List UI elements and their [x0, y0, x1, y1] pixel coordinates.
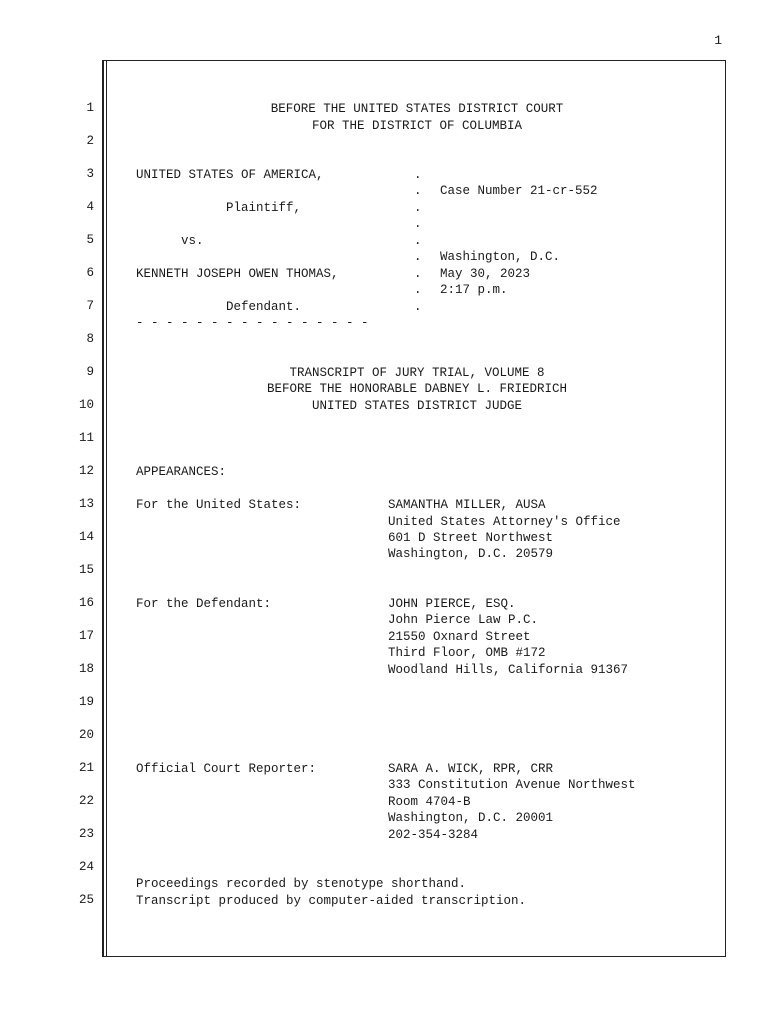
line-number: 25 [78, 893, 94, 907]
case-number: Case Number 21-cr-552 [440, 184, 598, 198]
line-number: 23 [78, 827, 94, 841]
plaintiff-name: UNITED STATES OF AMERICA, [136, 168, 324, 182]
line-number: 17 [78, 629, 94, 643]
transcript-title: TRANSCRIPT OF JURY TRIAL, VOLUME 8 [289, 366, 545, 380]
line-number: 3 [86, 167, 94, 181]
judge-line: BEFORE THE HONORABLE DABNEY L. FRIEDRICH [266, 382, 568, 396]
caption-dot: . [414, 234, 422, 248]
defense-counsel-line: John Pierce Law P.C. [388, 613, 539, 627]
line-number: 2 [86, 134, 94, 148]
court-heading-line-2: FOR THE DISTRICT OF COLUMBIA [311, 119, 523, 133]
reporter-label: Official Court Reporter: [136, 762, 317, 776]
line-number: 4 [86, 200, 94, 214]
footer-line-1: Proceedings recorded by stenotype shorthand. [136, 877, 467, 891]
defendant-role: Defendant. [226, 300, 302, 314]
line-number: 10 [78, 398, 94, 412]
us-counsel-line: Washington, D.C. 20579 [388, 547, 554, 561]
caption-dot: . [414, 267, 422, 281]
plaintiff-role: Plaintiff, [226, 201, 302, 215]
line-number: 12 [78, 464, 94, 478]
caption-dot: . [414, 184, 422, 198]
court-heading-line-1: BEFORE THE UNITED STATES DISTRICT COURT [270, 102, 564, 116]
line-number: 13 [78, 497, 94, 511]
us-counsel-label: For the United States: [136, 498, 302, 512]
defense-counsel-line: JOHN PIERCE, ESQ. [388, 597, 516, 611]
caption-dot: . [414, 300, 422, 314]
versus: vs. [181, 234, 204, 248]
defense-counsel-line: 21550 Oxnard Street [388, 630, 531, 644]
us-counsel-line: 601 D Street Northwest [388, 531, 554, 545]
caption-dot: . [414, 201, 422, 215]
line-number: 5 [86, 233, 94, 247]
defense-counsel-label: For the Defendant: [136, 597, 272, 611]
caption-dot: . [414, 217, 422, 231]
reporter-line: Room 4704-B [388, 795, 471, 809]
us-counsel-line: SAMANTHA MILLER, AUSA [388, 498, 546, 512]
appearances-heading: APPEARANCES: [136, 465, 227, 479]
us-counsel-line: United States Attorney's Office [388, 515, 621, 529]
margin-rule-outer [102, 60, 104, 957]
line-number: 11 [78, 431, 94, 445]
location: Washington, D.C. [440, 250, 561, 264]
caption-separator: - - - - - - - - - - - - - - - - [136, 316, 369, 330]
line-number: 18 [78, 662, 94, 676]
line-number: 19 [78, 695, 94, 709]
line-number: 9 [86, 365, 94, 379]
line-number: 8 [86, 332, 94, 346]
reporter-line: Washington, D.C. 20001 [388, 811, 554, 825]
footer-line-2: Transcript produced by computer-aided transcription. [136, 894, 527, 908]
reporter-line: 202-354-3284 [388, 828, 479, 842]
line-number: 22 [78, 794, 94, 808]
defendant-name: KENNETH JOSEPH OWEN THOMAS, [136, 267, 339, 281]
page-number: 1 [714, 33, 722, 48]
caption-dot: . [414, 168, 422, 182]
caption-dot: . [414, 283, 422, 297]
date: May 30, 2023 [440, 267, 531, 281]
line-number: 15 [78, 563, 94, 577]
reporter-line: 333 Constitution Avenue Northwest [388, 778, 636, 792]
line-number: 16 [78, 596, 94, 610]
line-number: 6 [86, 266, 94, 280]
line-number: 1 [86, 101, 94, 115]
defense-counsel-line: Woodland Hills, California 91367 [388, 663, 629, 677]
reporter-line: SARA A. WICK, RPR, CRR [388, 762, 554, 776]
line-number: 20 [78, 728, 94, 742]
margin-rule-inner [106, 60, 107, 957]
defense-counsel-line: Third Floor, OMB #172 [388, 646, 546, 660]
line-number: 21 [78, 761, 94, 775]
line-number: 7 [86, 299, 94, 313]
caption-dot: . [414, 250, 422, 264]
judge-title: UNITED STATES DISTRICT JUDGE [311, 399, 523, 413]
line-number: 14 [78, 530, 94, 544]
line-number: 24 [78, 860, 94, 874]
time: 2:17 p.m. [440, 283, 508, 297]
